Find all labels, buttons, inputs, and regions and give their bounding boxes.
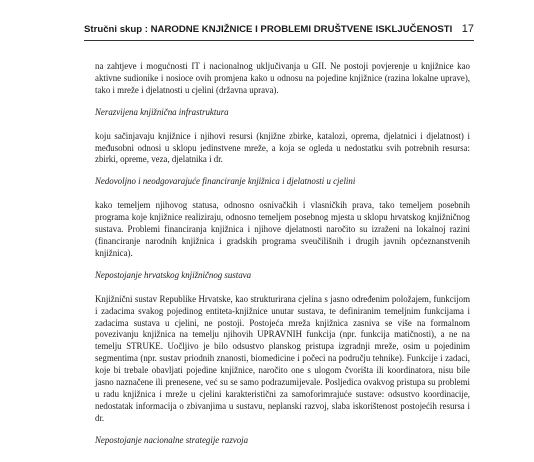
paragraph-financing: kako temeljem njihovog statusa, odnosno osnivačkih i vlasničkih prava, tako temeljem posebnih programa koje knjižnice realiziraju, odnosno temeljem posebnog mjesta u sklopu hrvatskog knjižničnog sustava. Problemi financiranja knjižnica i njihove djelatnosti naročito su izraženi na lokalnoj razini (financiranje narodnih knjižnica i gradskih programa sveučilišnih i drugih javnih općeznanstvenih knjižnica).	[95, 200, 470, 258]
paragraph-library-system: Knjižnični sustav Republike Hrvatske, kao strukturirana cjelina s jasno određenim položajem, funkcijom i zadacima svakog pojedinog entiteta-knjižnice unutar sustava, te definiranim temeljnim funkcijama i zadacima sustava u cjelini, ne postoji. Postojeća mreža knjižnica zasniva se više na formalnom povezivanju knjižnica na temelju njihovih UPRAVNIH funkcija (npr. funkcija matičnosti), a ne na temelju STRUKE. Uočljivo je bilo odsustvo planskog pristupa izgradnji mreže, osim u pojedinim segmentima (npr. sustav priodnih znanosti, biomedicine i počeci na području tehnike). Funkcije i zadaci, koje bi trebale obavljati pojedine knjižnice, naročito one s ulogom čvorišta ili koordinatora, nisu bile jasno naznačene ili prenesene, već su se samo podrazumijevale. Posljedica ovakvog pristupa su problemi u radu knjižnica i mreže u cjelini karakteristični za samoforimrajuće sustave: odsustvo koordinacije, nedostatak informacija o zbivanjima u sustavu, neplanski razvoj, slaba iskorištenost postojećih resursa i dr.	[95, 293, 470, 423]
page-number: 17	[461, 23, 474, 35]
page-header	[84, 23, 474, 35]
page-body	[95, 61, 470, 447]
heading-financing: Nedovoljno i neodgovarajuće financiranje knjižnica i djelatnosti u cjelini	[95, 176, 356, 187]
heading-infrastructure: Nerazvijena knjižnična infrastruktura	[95, 106, 229, 117]
heading-national-strategy: Nepostojanje nacionalne strategije razvoja	[95, 434, 249, 445]
running-title: Stručni skup : NARODNE KNJIŽNICE I PROBLEMI DRUŠTVENE ISKLJUČENOSTI	[84, 24, 453, 35]
header-rule	[84, 40, 474, 41]
paragraph-infrastructure-intro: na zahtjeve i mogućnosti IT i nacionalnog uključivanja u GII. Ne postoji povjerenje u knjižnice kao aktivne sudionike i nosioce ovih promjena kako u odnosu na pojedine knjižnice (razina lokalne uprave), tako i mreže i djelatnosti u cjelini (državna uprava).	[95, 61, 470, 95]
heading-library-system: Nepostojanje hrvatskog knjižničnog sustava	[95, 269, 252, 280]
paragraph-infrastructure: koju sačinjavaju knjižnice i njihovi resursi (knjižne zbirke, katalozi, oprema, djelatnici i djelatnost) i međusobni odnosi u sklopu jedinstvene mreže, a koja se ogleda u nedostatku svih potrebnih resursa: zbirki, opreme, veza, djelatnika i dr.	[95, 130, 470, 165]
